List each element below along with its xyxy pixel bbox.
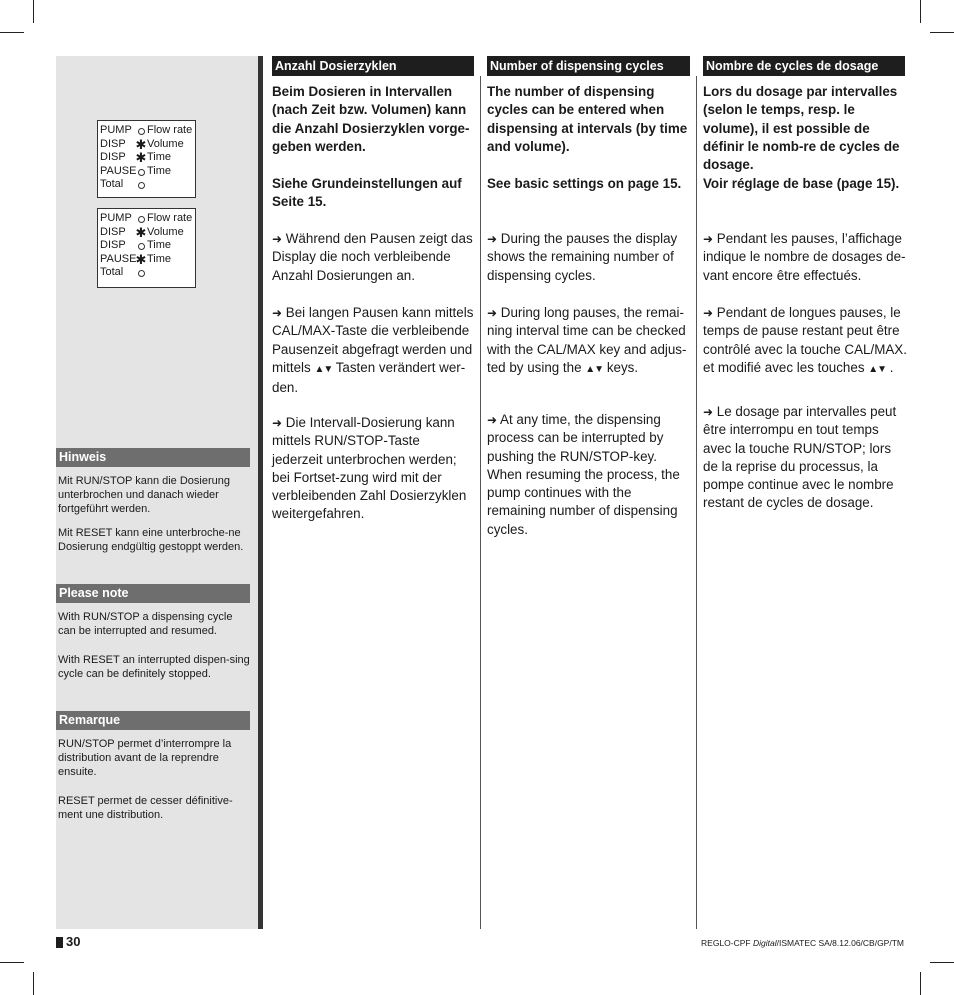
display-label: PAUSE (100, 164, 137, 177)
bullet-text: At any time, the dispensing process can be interrupted by pushing the RUN/STOP-key. When resuming the process, the pump continues with the remaining number of dispensing cycles. (487, 412, 680, 537)
right-arrow-icon: ➜ (272, 416, 283, 430)
intro-en: The number of dispensing cycles can be entered when dispensing at intervals (by time and volume). (487, 84, 688, 154)
crop-mark (33, 0, 34, 23)
circle-icon (135, 178, 147, 194)
display-row (100, 212, 195, 226)
bullet-text: During the pauses the display shows the remaining number of dispensing cycles. (487, 231, 678, 283)
note-heading-fr: Remarque (56, 711, 250, 730)
display-label: DISP (100, 137, 126, 150)
display-value: Flow rate (147, 124, 193, 136)
note-text-de-2: Mit RESET kann eine unterbroche-ne Dosierung endgültig gestoppt werden. (58, 527, 244, 553)
display-value: Volume (147, 137, 184, 150)
note-text-fr-1: RUN/STOP permet d’interrompre la distribution avant de la reprendre ensuite. (58, 738, 232, 778)
right-arrow-icon: ➜ (703, 405, 714, 419)
column-divider (696, 76, 697, 929)
up-down-triangles-icon: ▲▼ (868, 363, 887, 375)
display-row (100, 165, 195, 179)
heading-en: Number of dispensing cycles (487, 56, 690, 76)
display-label: PAUSE (100, 252, 137, 265)
display-label: DISP (100, 151, 126, 163)
display-row (100, 151, 195, 165)
column-divider (480, 76, 481, 929)
display-row (100, 178, 195, 192)
right-arrow-icon: ➜ (703, 306, 714, 320)
footer-suffix: /ISMATEC SA/8.12.06/CB/GP/TM (776, 938, 904, 948)
display-value: Flow rate (147, 212, 193, 224)
display-row (100, 253, 195, 267)
note-text-de-1: Mit RUN/STOP kann die Dosierung unterbrochen und danach wieder fortgeführt werden. (58, 475, 230, 515)
crop-mark (0, 962, 24, 963)
display-label: Total (100, 266, 124, 278)
sidebar-divider (258, 56, 263, 929)
bullet-en-1 (487, 230, 691, 285)
bullet-text: Die Intervall-Dosierung kann mittels RUN/STOP-Taste jederzeit unterbrochen werden; bei Fortset-zung wird mit der verbleibenden Zahl Dosierzyklen weitergefahren. (272, 415, 467, 522)
display-panel-1 (97, 120, 196, 198)
page-marker (56, 937, 63, 948)
display-row (100, 138, 195, 152)
footer-reference (701, 938, 904, 948)
display-value: Time (147, 151, 172, 163)
bullet-fr-3 (703, 403, 908, 513)
display-label: DISP (100, 239, 126, 251)
right-arrow-icon: ➜ (703, 232, 714, 246)
intro-fr: Lors du dosage par intervalles (selon le temps, resp. le volume), il est possible de définir le nomb-re de cycles de dosage. (703, 84, 900, 173)
display-row (100, 239, 195, 253)
star-burst-icon: ✱ (135, 224, 147, 240)
bullet-text: keys. (606, 359, 639, 375)
display-label: PUMP (100, 212, 132, 224)
bullet-text: Tasten verändert wer-den. (272, 359, 466, 396)
bullet-text: During long pauses, the remai-ning interval time can be checked with the CAL/MAX key and adjus-ted by using the (487, 305, 687, 375)
reference-en: See basic settings on page 15. (487, 176, 682, 191)
display-row (100, 226, 195, 240)
note-heading-en: Please note (56, 584, 250, 603)
up-down-triangles-icon: ▲▼ (585, 363, 604, 375)
bullet-de-1 (272, 230, 474, 285)
bullet-text: Le dosage par intervalles peut être interrompu en tout temps avec la touche RUN/STOP; lors de la reprise du processus, la pompe continue avec le nombre restant de cycles de dosage. (703, 404, 897, 511)
crop-mark (0, 32, 24, 33)
footer-product-italic: Digital (752, 938, 777, 948)
bullet-en-2 (487, 304, 691, 379)
right-arrow-icon: ➜ (487, 306, 498, 320)
note-text-en-1: With RUN/STOP a dispensing cycle can be interrupted and resumed. (58, 611, 233, 637)
crop-mark (33, 972, 34, 995)
bullet-text: Bei langen Pausen kann mittels CAL/MAX-Taste die verbleibende Pausenzeit abgefragt werden und mittels (272, 305, 474, 375)
bullet-de-3 (272, 414, 474, 524)
star-burst-icon: ✱ (135, 150, 147, 165)
footer-product: REGLO-CPF (701, 938, 753, 948)
star-burst-icon: ✱ (135, 251, 147, 267)
bullet-text: Während den Pausen zeigt das Display die noch verbleibende Anzahl Dosierungen an. (272, 231, 473, 283)
display-panel-2 (97, 208, 196, 288)
display-row (100, 124, 195, 138)
up-down-triangles-icon: ▲▼ (314, 363, 333, 375)
note-text-fr-2: RESET permet de cesser définitive-ment une distribution. (58, 795, 233, 821)
star-burst-icon: ✱ (135, 136, 147, 152)
bullet-de-2 (272, 304, 474, 397)
circle-icon (135, 266, 147, 282)
right-arrow-icon: ➜ (272, 306, 283, 320)
heading-de: Anzahl Dosierzyklen (272, 56, 474, 76)
bullet-en-3 (487, 411, 691, 539)
display-label: DISP (100, 225, 126, 238)
display-value: Time (147, 252, 172, 265)
bullet-fr-1 (703, 230, 908, 285)
display-label: PUMP (100, 124, 132, 136)
crop-mark (920, 972, 921, 995)
bullet-text: Pendant de longues pauses, le temps de pause restant peut être contrôlé avec la touche CAL/MAX. et modifié avec les touches (703, 305, 907, 375)
crop-mark (930, 962, 954, 963)
display-value: Time (147, 164, 172, 177)
display-row (100, 266, 195, 280)
right-arrow-icon: ➜ (487, 232, 498, 246)
crop-mark (920, 0, 921, 23)
note-heading-de: Hinweis (56, 448, 250, 467)
intro-de: Beim Dosieren in Intervallen (nach Zeit bzw. Volumen) kann die Anzahl Dosierzyklen vorge-geben werden. (272, 84, 470, 154)
heading-fr: Nombre de cycles de dosage (703, 56, 905, 76)
right-arrow-icon: ➜ (487, 413, 498, 427)
reference-de: Siehe Grundeinstellungen auf Seite 15. (272, 176, 462, 210)
crop-mark (930, 32, 954, 33)
bullet-text: Pendant les pauses, l’affichage indique le nombre de dosages de-vant encore être effectués. (703, 231, 906, 283)
display-value: Volume (147, 225, 184, 238)
right-arrow-icon: ➜ (272, 232, 283, 246)
display-label: Total (100, 178, 124, 190)
display-value: Time (147, 239, 172, 251)
bullet-text: . (889, 359, 894, 375)
note-text-en-2: With RESET an interrupted dispen-sing cycle can be definitely stopped. (58, 654, 250, 680)
page-number: 30 (66, 934, 81, 949)
reference-fr: Voir réglage de base (page 15). (703, 176, 900, 191)
bullet-fr-2 (703, 304, 908, 379)
